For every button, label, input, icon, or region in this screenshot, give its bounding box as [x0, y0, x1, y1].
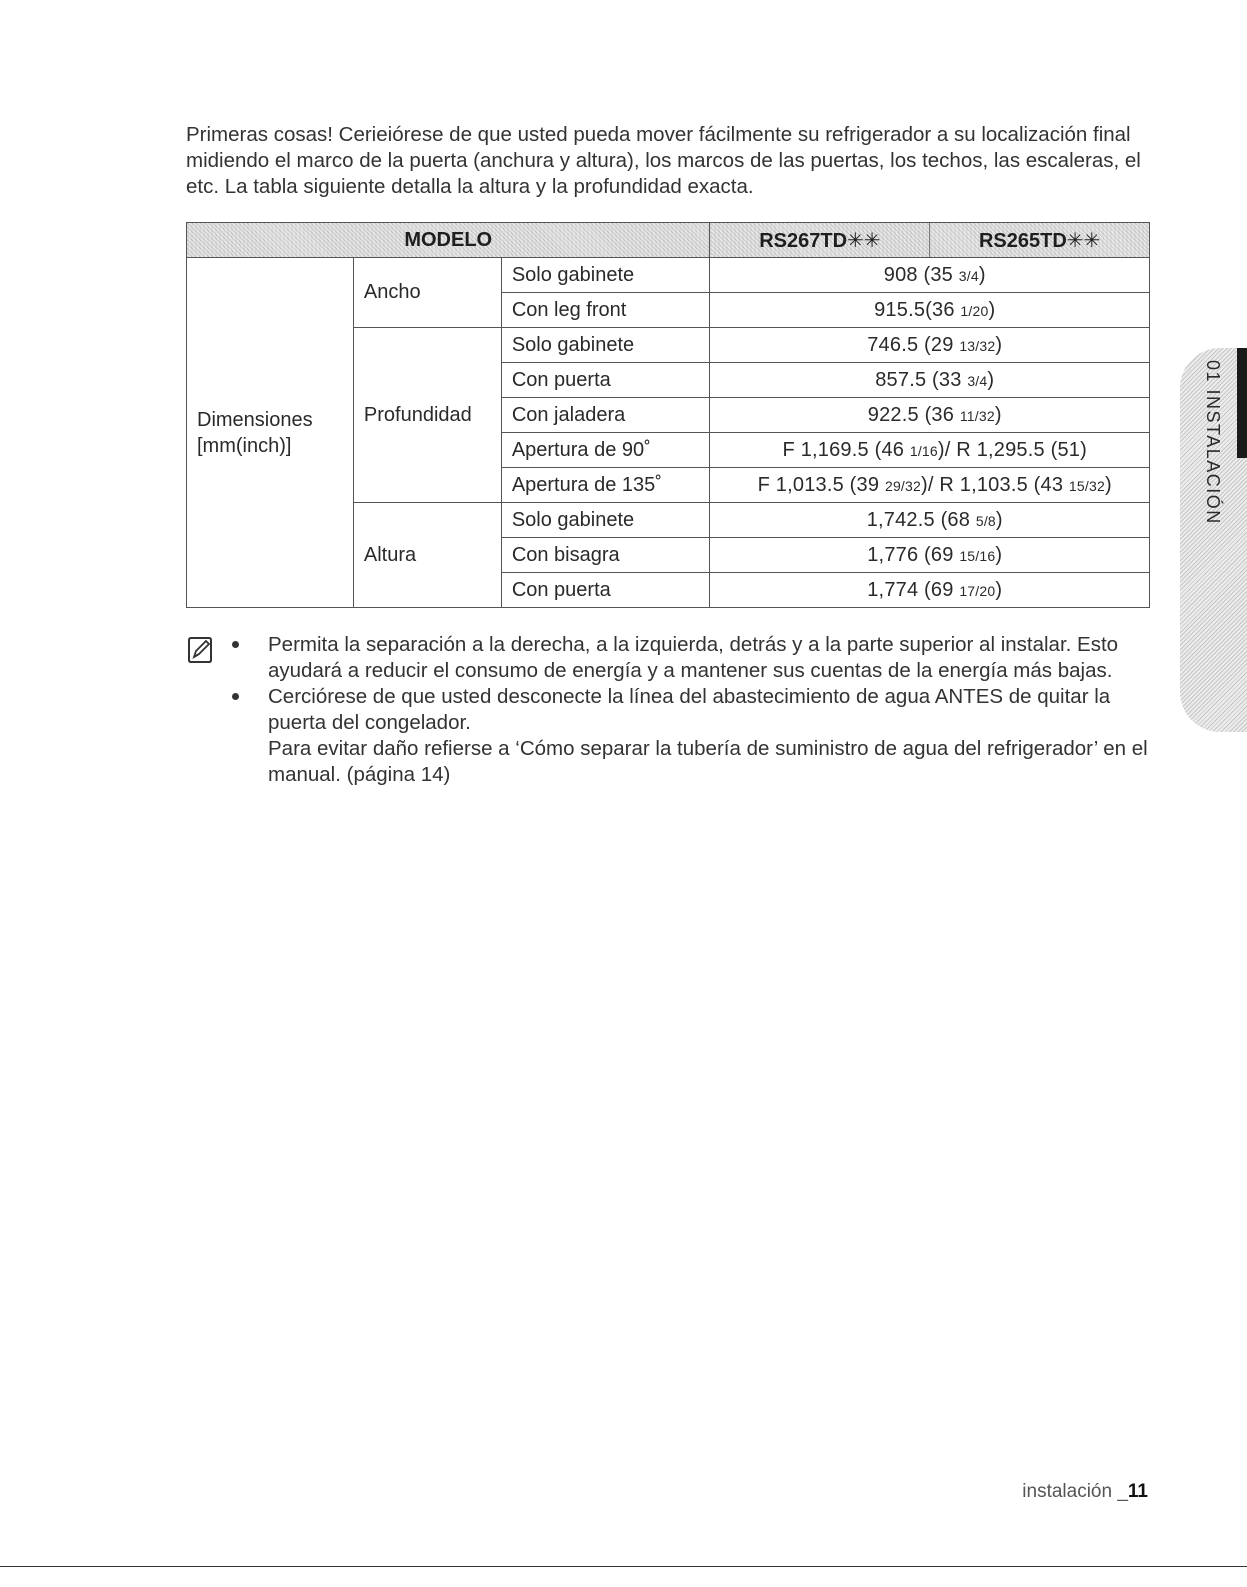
row-label: Solo gabinete — [501, 503, 710, 538]
bottom-rule — [0, 1566, 1247, 1567]
row-label: Con puerta — [501, 573, 710, 608]
intro-paragraph: Primeras cosas! Cerieiórese de que usted pueda mover fácilmente su refrigerador a su localización final midiendo el marco de la puerta (anchura y altura), los marcos de las puertas, los techos, las escaleras, el etc. La tabla siguiente detalla la altura y la profundidad exacta. — [186, 123, 1141, 198]
group-profundidad: Profundidad — [353, 328, 501, 503]
dimension-label-1: Dimensiones — [197, 408, 313, 431]
row-label: Con puerta — [501, 363, 710, 398]
side-tab-bar — [1237, 348, 1247, 458]
table-header-row — [187, 223, 1150, 258]
page-number: 11 — [1127, 1481, 1148, 1502]
footer-section: instalación _ — [1022, 1481, 1128, 1502]
note-extra: Para evitar daño refierse a ‘Cómo separar la tubería de suministro de agua del refrigerador’ en el manual. (página 14) — [268, 737, 1148, 786]
note-pencil-icon — [186, 636, 214, 664]
row-value: 746.5 (29 13/32) — [710, 328, 1150, 363]
notes-list — [186, 632, 1166, 788]
row-label: Con jaladera — [501, 398, 710, 433]
row-label: Con leg front — [501, 293, 710, 328]
side-tab-label: 01 INSTALACIÓN — [1203, 360, 1223, 525]
dimension-label — [187, 258, 354, 608]
row-value: 1,774 (69 17/20) — [710, 573, 1150, 608]
row-value: F 1,169.5 (46 1/16)/ R 1,295.5 (51) — [710, 433, 1150, 468]
row-value: 915.5(36 1/20) — [710, 293, 1150, 328]
row-value: 1,776 (69 15/16) — [710, 538, 1150, 573]
header-model: MODELO — [187, 223, 710, 258]
row-label: Solo gabinete — [501, 328, 710, 363]
row-label: Apertura de 135˚ — [501, 468, 710, 503]
bullet-icon — [232, 693, 239, 700]
dimensions-table — [186, 222, 1150, 608]
row-value: 857.5 (33 3/4) — [710, 363, 1150, 398]
group-ancho: Ancho — [353, 258, 501, 328]
row-value: 908 (35 3/4) — [710, 258, 1150, 293]
notes-section — [186, 632, 1166, 788]
row-value: 922.5 (36 11/32) — [710, 398, 1150, 433]
dimension-label-2: [mm(inch)] — [197, 434, 292, 457]
row-value: 1,742.5 (68 5/8) — [710, 503, 1150, 538]
header-models — [710, 223, 1150, 258]
list-item: Cerciórese de que usted desconecte la línea del abastecimiento de agua ANTES de quitar la puerta del congelador. Para evitar daño refierse a ‘Cómo separar la tubería de suministro de agua del refrigerador’ en el manual. (página 14) — [268, 684, 1166, 788]
list-item: Permita la separación a la derecha, a la izquierda, detrás y a la parte superior al instalar. Esto ayudará a reducir el consumo de energía y a mantener sus cuentas de la energía más bajas. — [268, 632, 1166, 684]
row-label: Con bisagra — [501, 538, 710, 573]
header-model-a: RS267TD✳✳ — [759, 229, 881, 252]
header-model-b: RS265TD✳✳ — [978, 229, 1101, 252]
row-label: Solo gabinete — [501, 258, 710, 293]
page-footer — [1022, 1481, 1148, 1503]
row-value: F 1,013.5 (39 29/32)/ R 1,103.5 (43 15/32) — [710, 468, 1150, 503]
section-side-tab — [1180, 348, 1247, 732]
table-row — [187, 258, 1150, 293]
row-label: Apertura de 90˚ — [501, 433, 710, 468]
bullet-icon — [232, 641, 239, 648]
group-altura: Altura — [353, 503, 501, 608]
